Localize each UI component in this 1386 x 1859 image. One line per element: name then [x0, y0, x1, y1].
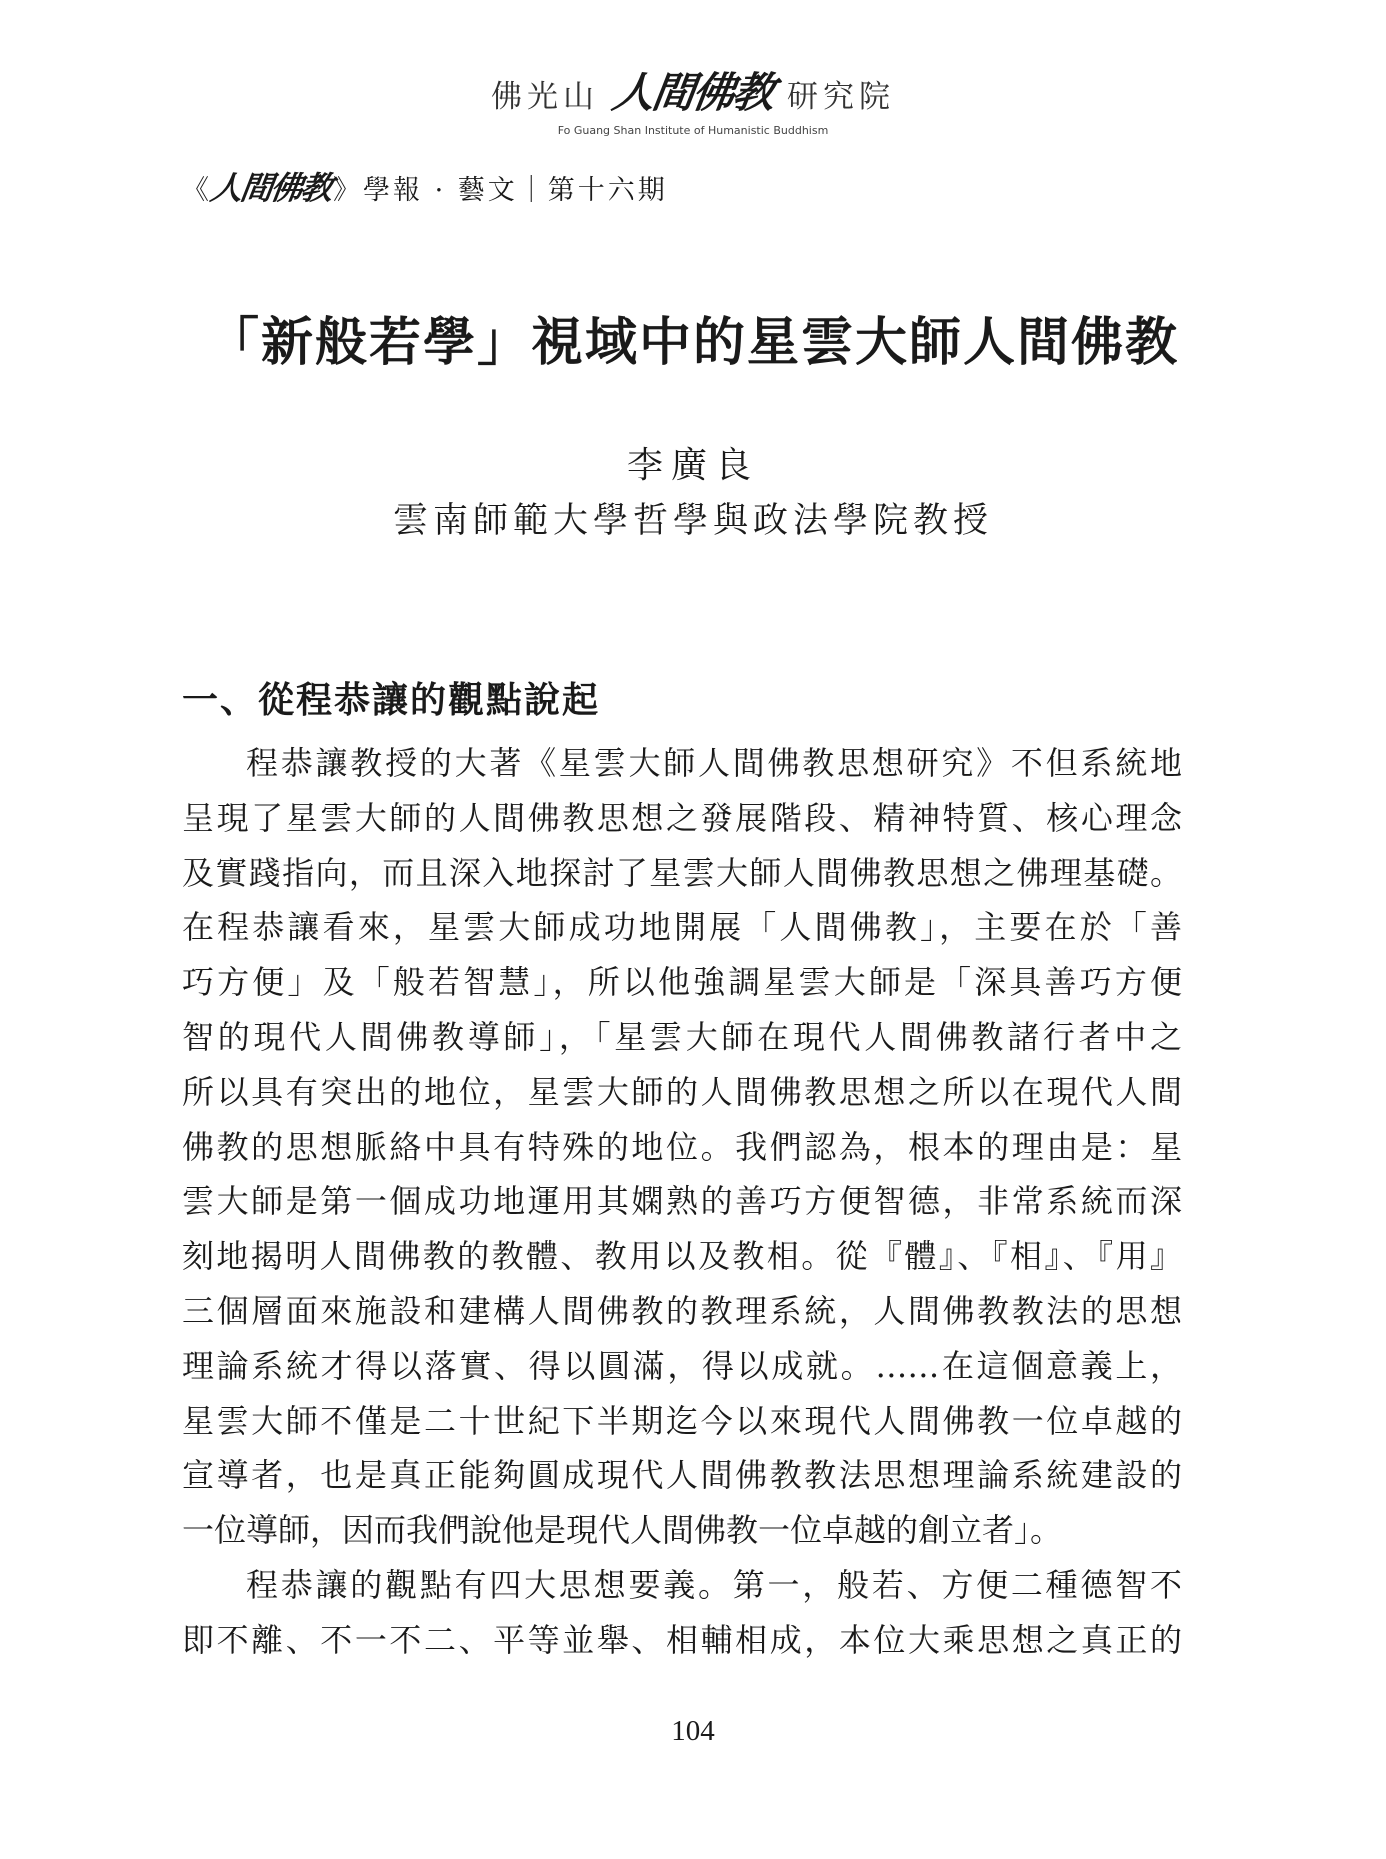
journal-running-head — [182, 163, 668, 209]
logo-left-text: 佛光山 — [490, 79, 599, 115]
text-line: 即不離、不一不二、平等並舉、相輔相成，本位大乘思想之真正的 — [182, 1620, 1182, 1659]
text-line: 三個層面來施設和建構人間佛教的教理系統，人間佛教教法的思想 — [182, 1291, 1182, 1330]
text-line: 在程恭讓看來，星雲大師成功地開展「人間佛教」，主要在於「善 — [182, 908, 1182, 947]
body-text — [182, 736, 1182, 1668]
text-line: 星雲大師不僅是二十世紀下半期迄今以來現代人間佛教一位卓越的 — [182, 1401, 1182, 1440]
institute-logo — [0, 60, 1386, 137]
journal-issue-info: 》學報 · 藝文｜第十六期 — [333, 175, 668, 206]
text-line: 宣導者，也是真正能夠圓成現代人間佛教教法思想理論系統建設的 — [182, 1456, 1182, 1495]
section-heading: 一、從程恭讓的觀點說起 — [182, 679, 601, 721]
page-number: 104 — [671, 1715, 715, 1747]
text-line: 及實踐指向，而且深入地探討了星雲大師人間佛教思想之佛理基礎。 — [182, 853, 1182, 892]
text-line: 程恭讓的觀點有四大思想要義。第一，般若、方便二種德智不 — [246, 1565, 1182, 1604]
text-line: 雲大師是第一個成功地運用其嫻熟的善巧方便智德，非常系統而深 — [182, 1182, 1182, 1221]
text-line: 程恭讓教授的大著《星雲大師人間佛教思想研究》不但系統地 — [246, 744, 1182, 782]
logo-subtitle: Fo Guang Shan Institute of Humanistic Buddhism — [557, 124, 829, 137]
article-title: 「新般若學」視域中的星雲大師人間佛教 — [206, 312, 1179, 373]
text-line: 佛教的思想脈絡中具有特殊的地位。我們認為，根本的理由是：星 — [182, 1127, 1182, 1166]
author-affiliation: 雲南師範大學哲學與政法學院教授 — [392, 501, 993, 541]
journal-calligraphy: 人間佛教 — [208, 169, 334, 207]
text-line: 刻地揭明人間佛教的教體、教用以及教相。從『體』、『相』、『用』 — [182, 1237, 1182, 1276]
logo-right-text: 研究院 — [787, 79, 895, 115]
text-line: 呈現了星雲大師的人間佛教思想之發展階段、精神特質、核心理念 — [182, 798, 1182, 837]
text-line: 一位導師，因而我們說他是現代人間佛教一位卓越的創立者」。 — [182, 1511, 1063, 1550]
text-line: 巧方便」及「般若智慧」，所以他強調星雲大師是「深具善巧方便 — [182, 963, 1182, 1002]
text-line: 智的現代人間佛教導師」，「星雲大師在現代人間佛教諸行者中之 — [182, 1017, 1182, 1056]
author-name: 李廣良 — [626, 445, 759, 486]
journal-open-bracket: 《 — [182, 175, 209, 206]
logo-calligraphy: 人間佛教 — [609, 68, 777, 117]
logo-line — [491, 60, 895, 120]
text-line: 所以具有突出的地位，星雲大師的人間佛教思想之所以在現代人間 — [182, 1072, 1182, 1111]
text-line: 理論系統才得以落實、得以圓滿，得以成就。……在這個意義上， — [182, 1346, 1182, 1385]
